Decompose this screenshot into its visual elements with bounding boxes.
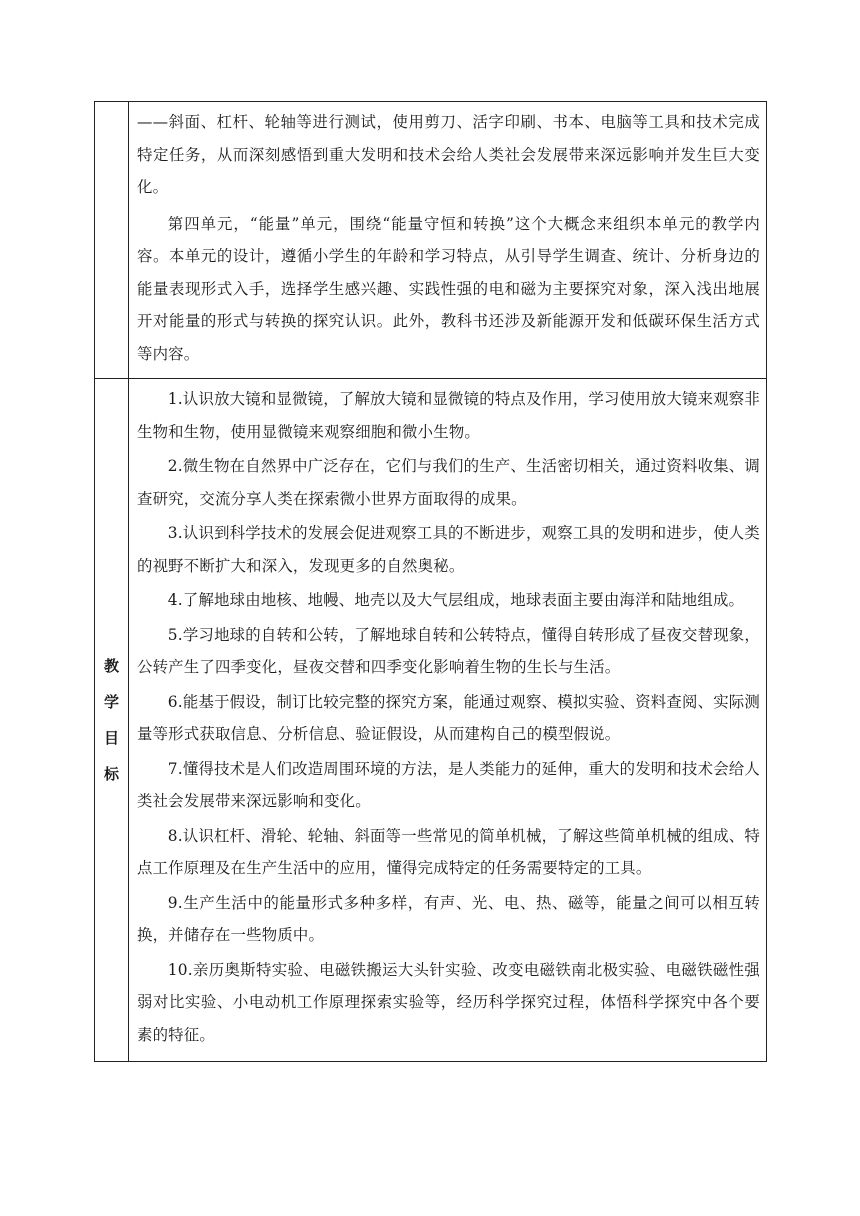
goal-item: 6.能基于假设，制订比较完整的探究方案，能通过观察、模拟实验、资料查阅、实际测量等形式获取信息、分析信息、验证假设，从而建构自己的模型假说。 (137, 692, 760, 743)
goal-item: 4.了解地球由地核、地幔、地壳以及大气层组成，地球表面主要由海洋和陆地组成。 (167, 591, 745, 609)
goal-item: 7.懂得技术是人们改造周围环境的方法，是人类能力的延伸，重大的发明和技术会给人类社会发展带来深远影响和变化。 (137, 759, 760, 810)
teaching-goals-label (95, 648, 128, 792)
goal-item: 2.微生物在自然界中广泛存在，它们与我们的生产、生活密切相关，通过资料收集、调查研究，交流分享人类在探索微小世界方面取得的成果。 (137, 457, 760, 508)
teaching-goals-cell (129, 379, 767, 1062)
goal-item: 3.认识到科学技术的发展会促进观察工具的不断进步，观察工具的发明和进步，使人类的视野不断扩大和深入，发现更多的自然奥秘。 (137, 524, 760, 575)
goal-item: 9.生产生活中的能量形式多种多样，有声、光、电、热、磁等，能量之间可以相互转换，并储存在一些物质中。 (137, 893, 760, 944)
paragraph-unit-four: 第四单元，“能量”单元，围绕“能量守恒和转换”这个大概念来组织本单元的教学内容。本单元的设计，遵循小学生的年龄和学习特点，从引导学生调查、统计、分析身边的能量表现形式入手，选择学生感兴趣、实践性强的电和磁为主要探究对象，深入浅出地展开对能量的形式与转换的探究认识。此外，教科书还涉及新能源开发和低碳环保生活方式等内容。 (137, 214, 760, 363)
table-row-teaching-goals (95, 379, 767, 1062)
label-char: 标 (103, 765, 119, 783)
unit-content-cell (129, 102, 767, 379)
label-char: 教 (103, 657, 119, 675)
document-table (94, 101, 767, 1062)
paragraph-continuation: ——斜面、杠杆、轮轴等进行测试，使用剪刀、活字印刷、书本、电脑等工具和技术完成特定任务，从而深刻感悟到重大发明和技术会给人类社会发展带来深远影响并发生巨大变化。 (137, 113, 760, 196)
label-char: 学 (103, 693, 119, 711)
row-label-cell (95, 102, 129, 379)
goal-item: 5.学习地球的自转和公转，了解地球自转和公转特点，懂得自转形成了昼夜交替现象，公转产生了四季变化，昼夜交替和四季变化影响着生物的生长与生活。 (137, 625, 760, 676)
table-row-unit-content (95, 102, 767, 379)
goal-item: 1.认识放大镜和显微镜，了解放大镜和显微镜的特点及作用，学习使用放大镜来观察非生物和生物，使用显微镜来观察细胞和微小生物。 (137, 390, 760, 441)
goal-item: 10.亲历奥斯特实验、电磁铁搬运大头针实验、改变电磁铁南北极实验、电磁铁磁性强弱对比实验、小电动机工作原理探索实验等，经历科学探究过程，体悟科学探究中各个要素的特征。 (137, 960, 760, 1044)
goal-item: 8.认识杠杆、滑轮、轮轴、斜面等一些常见的简单机械，了解这些简单机械的组成、特点工作原理及在生产生活中的应用，懂得完成特定的任务需要特定的工具。 (137, 826, 760, 877)
label-char: 目 (103, 729, 119, 747)
teaching-goals-label-cell (95, 379, 129, 1062)
